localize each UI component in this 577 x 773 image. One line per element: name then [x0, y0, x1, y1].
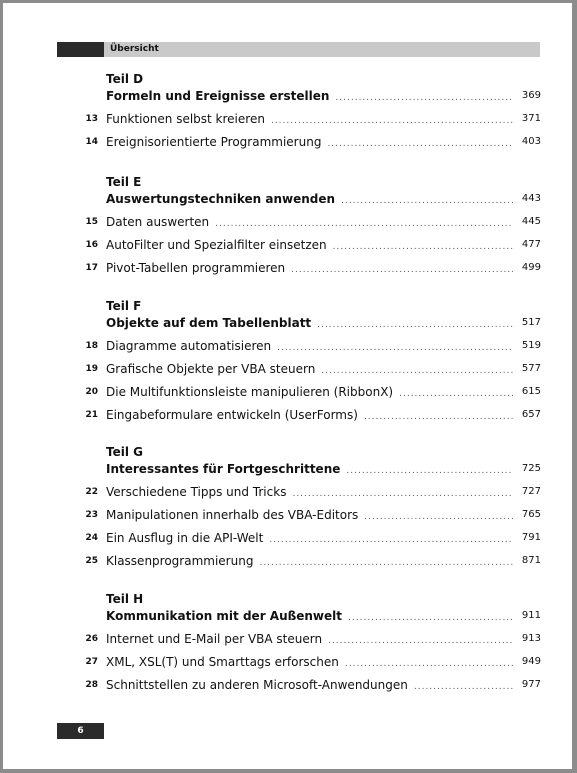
chapter-page-number: 791 — [521, 532, 541, 543]
part-title[interactable] — [106, 89, 513, 105]
chapter-page-number: 477 — [521, 239, 541, 250]
chapter-entry[interactable] — [106, 632, 513, 648]
chapter-title: Verschiedene Tipps und Tricks — [106, 485, 287, 499]
chapter-entry[interactable] — [106, 112, 513, 128]
chapter-page-number: 949 — [521, 656, 541, 667]
page-number-box — [57, 723, 104, 739]
chapter-number: 17 — [85, 263, 98, 273]
chapter-page-number: 977 — [521, 679, 541, 690]
leader-dots — [215, 217, 513, 231]
part-page-number: 369 — [521, 90, 541, 101]
leader-dots — [269, 533, 513, 547]
chapter-title: Ereignisorientierte Programmierung — [106, 135, 322, 149]
chapter-entry[interactable] — [106, 655, 513, 671]
part-page-number: 911 — [521, 610, 541, 621]
chapter-page-number: 371 — [521, 113, 541, 124]
chapter-page-number: 403 — [521, 136, 541, 147]
leader-dots — [341, 194, 513, 208]
chapter-entry[interactable] — [106, 554, 513, 570]
chapter-title: Pivot-Tabellen programmieren — [106, 261, 286, 275]
leader-dots — [399, 387, 513, 401]
part-label: Teil G — [106, 445, 143, 459]
leader-dots — [414, 680, 513, 694]
chapter-page-number: 615 — [521, 386, 541, 397]
chapter-title: Diagramme automatisieren — [106, 339, 272, 353]
leader-dots — [277, 341, 513, 355]
chapter-title: Schnittstellen zu anderen Microsoft-Anwendungen — [106, 678, 408, 692]
part-label: Teil E — [106, 175, 142, 189]
part-title-text: Interessantes für Fortgeschrittene — [106, 462, 341, 476]
chapter-entry[interactable] — [106, 362, 513, 378]
chapter-number: 25 — [85, 556, 98, 566]
chapter-entry[interactable] — [106, 408, 513, 424]
chapter-number: 19 — [85, 364, 98, 374]
chapter-title: Daten auswerten — [106, 215, 210, 229]
leader-dots — [335, 91, 513, 105]
table-of-contents — [3, 3, 572, 769]
part-label: Teil D — [106, 72, 144, 86]
chapter-entry[interactable] — [106, 508, 513, 524]
part-title-text: Objekte auf dem Tabellenblatt — [106, 316, 312, 330]
chapter-title: Ein Ausflug in die API-Welt — [106, 531, 264, 545]
leader-dots — [364, 510, 513, 524]
chapter-number: 27 — [85, 657, 98, 667]
part-label: Teil H — [106, 592, 144, 606]
chapter-number: 22 — [85, 487, 98, 497]
chapter-entry[interactable] — [106, 215, 513, 231]
document-page — [3, 3, 572, 769]
part-title[interactable] — [106, 316, 513, 332]
part-page-number: 443 — [521, 193, 541, 204]
chapter-title: Funktionen selbst kreieren — [106, 112, 265, 126]
chapter-title: Die Multifunktionsleiste manipulieren (RibbonX) — [106, 385, 394, 399]
leader-dots — [259, 556, 513, 570]
chapter-page-number: 499 — [521, 262, 541, 273]
chapter-number: 21 — [85, 410, 98, 420]
chapter-page-number: 727 — [521, 486, 541, 497]
chapter-page-number: 577 — [521, 363, 541, 374]
leader-dots — [292, 487, 513, 501]
chapter-title: XML, XSL(T) und Smarttags erforschen — [106, 655, 339, 669]
chapter-entry[interactable] — [106, 135, 513, 151]
leader-dots — [291, 263, 513, 277]
leader-dots — [271, 114, 513, 128]
leader-dots — [333, 240, 513, 254]
chapter-number: 14 — [85, 137, 98, 147]
chapter-entry[interactable] — [106, 485, 513, 501]
chapter-entry[interactable] — [106, 531, 513, 547]
section-header-title: Übersicht — [110, 44, 159, 54]
leader-dots — [321, 364, 513, 378]
part-title-text: Kommunikation mit der Außenwelt — [106, 609, 343, 623]
chapter-page-number: 657 — [521, 409, 541, 420]
part-title[interactable] — [106, 609, 513, 625]
chapter-page-number: 913 — [521, 633, 541, 644]
chapter-number: 23 — [85, 510, 98, 520]
part-page-number: 725 — [521, 463, 541, 474]
leader-dots — [317, 318, 513, 332]
chapter-title: AutoFilter und Spezialfilter einsetzen — [106, 238, 327, 252]
chapter-title: Eingabeformulare entwickeln (UserForms) — [106, 408, 358, 422]
chapter-number: 15 — [85, 217, 98, 227]
part-title[interactable] — [106, 192, 513, 208]
chapter-number: 24 — [85, 533, 98, 543]
leader-dots — [327, 137, 513, 151]
chapter-number: 20 — [85, 387, 98, 397]
leader-dots — [345, 657, 513, 671]
part-title-text: Formeln und Ereignisse erstellen — [106, 89, 330, 103]
part-title-text: Auswertungstechniken anwenden — [106, 192, 336, 206]
chapter-page-number: 519 — [521, 340, 541, 351]
leader-dots — [348, 611, 513, 625]
chapter-entry[interactable] — [106, 385, 513, 401]
chapter-page-number: 871 — [521, 555, 541, 566]
chapter-page-number: 445 — [521, 216, 541, 227]
part-title[interactable] — [106, 462, 513, 478]
chapter-title: Grafische Objekte per VBA steuern — [106, 362, 316, 376]
chapter-number: 26 — [85, 634, 98, 644]
chapter-title: Internet und E-Mail per VBA steuern — [106, 632, 323, 646]
chapter-entry[interactable] — [106, 339, 513, 355]
part-label: Teil F — [106, 299, 142, 313]
chapter-number: 16 — [85, 240, 98, 250]
chapter-number: 28 — [85, 680, 98, 690]
chapter-entry[interactable] — [106, 238, 513, 254]
chapter-page-number: 765 — [521, 509, 541, 520]
leader-dots — [328, 634, 513, 648]
chapter-number: 18 — [85, 341, 98, 351]
leader-dots — [346, 464, 513, 478]
chapter-entry[interactable] — [106, 678, 513, 694]
chapter-number: 13 — [85, 114, 98, 124]
chapter-title: Manipulationen innerhalb des VBA-Editors — [106, 508, 359, 522]
chapter-title: Klassenprogrammierung — [106, 554, 254, 568]
page-number: 6 — [77, 726, 84, 736]
chapter-entry[interactable] — [106, 261, 513, 277]
leader-dots — [364, 410, 513, 424]
part-page-number: 517 — [521, 317, 541, 328]
